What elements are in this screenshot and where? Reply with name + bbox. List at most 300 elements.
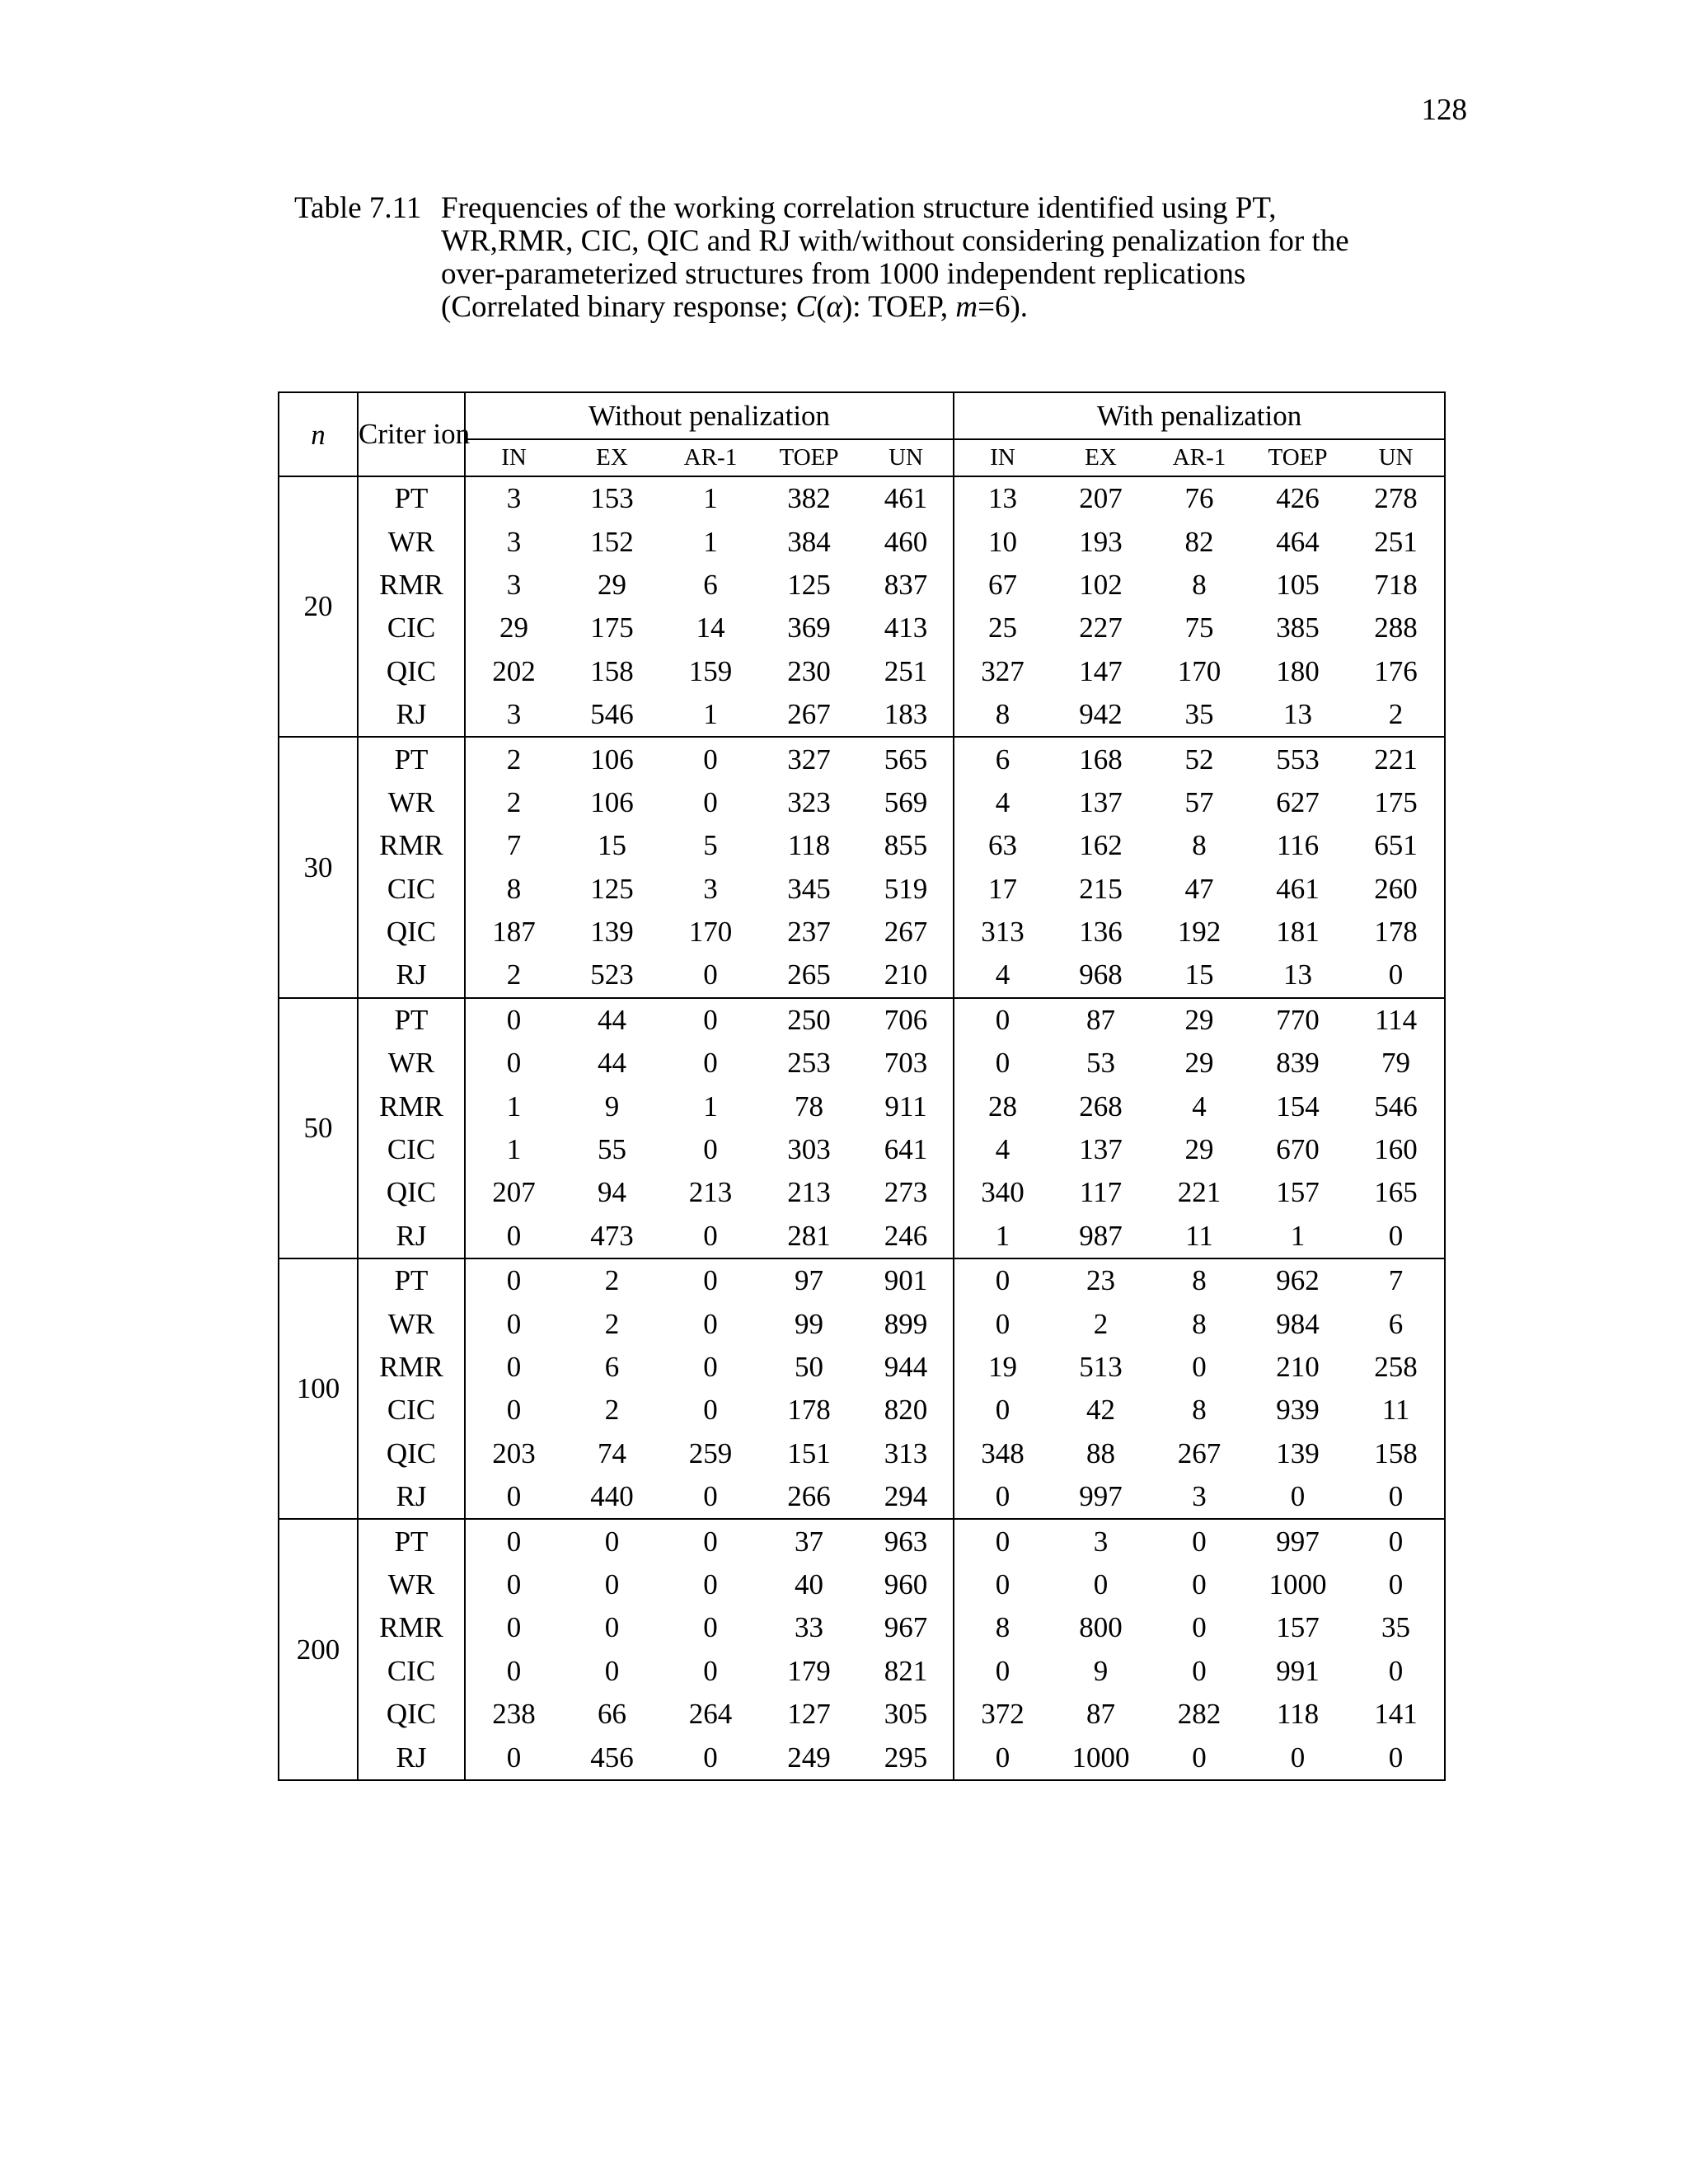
- value-cell-without-in: 0: [465, 1475, 562, 1519]
- value-cell-with-in: 4: [995, 1133, 1010, 1166]
- value-cell-with-ex: 968: [1051, 954, 1151, 997]
- value-cell-with-un: 11: [1348, 1389, 1445, 1432]
- criterion-cell: PT: [358, 476, 465, 520]
- value-cell-without-ar-1: 0: [662, 1215, 759, 1258]
- value-cell-without-toep: 99: [795, 1307, 823, 1340]
- value-cell-with-toep: 116: [1276, 829, 1320, 862]
- value-cell-with-in: 0: [954, 1736, 1051, 1779]
- value-cell-without-ex: 55: [598, 1133, 626, 1166]
- table-body: [279, 476, 1445, 1780]
- table-row: [279, 1346, 1445, 1389]
- criterion-cell: RMR: [358, 1085, 465, 1127]
- value-cell-with-ar-1: 221: [1177, 1176, 1221, 1209]
- value-cell-without-in: 202: [492, 654, 536, 687]
- value-cell-without-in: 187: [492, 916, 536, 949]
- criterion-cell: QIC: [358, 1171, 465, 1214]
- value-cell-without-in: 3: [506, 482, 522, 515]
- value-cell-with-ex: 88: [1086, 1436, 1116, 1469]
- value-cell-without-toep: 369: [787, 612, 831, 644]
- value-cell-without-un: 899: [859, 1302, 954, 1345]
- value-cell-without-ar-1: 0: [703, 1133, 718, 1166]
- value-cell-without-in: 7: [506, 829, 522, 862]
- value-cell-without-un: 313: [859, 1432, 954, 1475]
- value-cell-with-toep: 157: [1276, 1611, 1320, 1644]
- value-cell-without-un: 963: [859, 1519, 954, 1563]
- criterion-cell: CIC: [358, 1128, 465, 1171]
- results-table: [278, 391, 1446, 1781]
- value-cell-without-ex: 15: [598, 829, 626, 862]
- value-cell-with-ar-1: 0: [1151, 1736, 1248, 1779]
- value-cell-without-toep: 281: [759, 1215, 859, 1258]
- table-row: [279, 737, 1445, 780]
- caption-symbol-m: m: [955, 290, 978, 324]
- value-cell-without-in: 8: [506, 872, 522, 905]
- value-cell-with-ex: 42: [1086, 1394, 1116, 1427]
- value-cell-with-in: 327: [981, 654, 1025, 687]
- value-cell-without-toep: 178: [787, 1394, 831, 1427]
- table-row: [279, 1389, 1445, 1432]
- caption-line-last: [441, 291, 1430, 324]
- value-cell-with-ar-1: 0: [1192, 1611, 1207, 1644]
- value-cell-with-ex: 162: [1079, 829, 1123, 862]
- value-cell-without-in: 238: [492, 1698, 536, 1731]
- header-toep: TOEP: [1248, 439, 1348, 476]
- page-number: 128: [1421, 93, 1467, 127]
- value-cell-without-ar-1: 0: [703, 1351, 718, 1383]
- criterion-cell: WR: [358, 1302, 465, 1345]
- value-cell-without-toep: 345: [787, 872, 831, 905]
- value-cell-with-in: 0: [995, 1264, 1010, 1297]
- value-cell-without-ex: 66: [598, 1698, 626, 1731]
- value-cell-without-ar-1: 1: [703, 482, 718, 515]
- header-criterion: Criter ion: [358, 392, 465, 476]
- value-cell-without-toep: 37: [795, 1525, 823, 1558]
- value-cell-without-toep: 237: [787, 916, 831, 949]
- header-ar1: AR-1: [662, 439, 759, 476]
- table-row: [279, 1563, 1445, 1606]
- table-row: [279, 650, 1445, 693]
- value-cell-without-ex: 473: [562, 1215, 662, 1258]
- value-cell-without-ex: 44: [598, 1003, 626, 1036]
- value-cell-with-toep: 553: [1276, 743, 1320, 776]
- value-cell-with-ar-1: 82: [1184, 525, 1214, 558]
- value-cell-without-ar-1: 0: [703, 743, 718, 776]
- value-cell-with-toep: 939: [1276, 1394, 1320, 1427]
- value-cell-with-ar-1: 29: [1184, 1133, 1214, 1166]
- value-cell-without-un: 960: [859, 1563, 954, 1606]
- value-cell-with-in: 67: [988, 568, 1018, 601]
- value-cell-without-ar-1: 6: [703, 568, 718, 601]
- value-cell-with-ex: 9: [1093, 1654, 1109, 1687]
- value-cell-with-in: 0: [995, 1047, 1010, 1080]
- value-cell-with-un: 221: [1348, 737, 1445, 780]
- value-cell-with-un: 6: [1348, 1302, 1445, 1345]
- table-row: [279, 1215, 1445, 1258]
- table-row: [279, 1693, 1445, 1736]
- value-cell-with-un: 165: [1348, 1171, 1445, 1214]
- header-ar1: AR-1: [1151, 439, 1248, 476]
- value-cell-without-toep: 265: [759, 954, 859, 997]
- value-cell-without-in: 0: [506, 1264, 522, 1297]
- value-cell-with-un: 158: [1348, 1432, 1445, 1475]
- value-cell-without-ar-1: 0: [703, 1264, 718, 1297]
- header-un: UN: [859, 439, 954, 476]
- value-cell-without-ex: 2: [604, 1264, 620, 1297]
- value-cell-without-in: 0: [506, 1351, 522, 1383]
- criterion-cell: CIC: [358, 1650, 465, 1693]
- value-cell-with-un: 160: [1348, 1128, 1445, 1171]
- value-cell-without-in: 207: [492, 1176, 536, 1209]
- value-cell-with-in: 0: [995, 1307, 1010, 1340]
- value-cell-without-ex: 29: [598, 568, 626, 601]
- value-cell-with-toep: 13: [1248, 954, 1348, 997]
- value-cell-without-ex: 0: [604, 1568, 620, 1601]
- value-cell-without-toep: 213: [787, 1176, 831, 1209]
- value-cell-without-un: 519: [859, 868, 954, 911]
- criterion-cell: RMR: [358, 564, 465, 607]
- value-cell-without-ar-1: 0: [703, 1307, 718, 1340]
- value-cell-with-toep: 984: [1276, 1307, 1320, 1340]
- value-cell-without-ex: 175: [590, 612, 634, 644]
- value-cell-without-in: 0: [506, 1568, 522, 1601]
- value-cell-without-toep: 382: [787, 482, 831, 515]
- value-cell-with-ex: 23: [1086, 1264, 1116, 1297]
- header-ex: EX: [562, 439, 662, 476]
- value-cell-without-ex: 94: [598, 1176, 626, 1209]
- value-cell-with-un: 258: [1348, 1346, 1445, 1389]
- criterion-cell: QIC: [358, 911, 465, 954]
- value-cell-with-toep: 181: [1276, 916, 1320, 949]
- value-cell-with-ar-1: 267: [1177, 1436, 1221, 1469]
- value-cell-with-un: 79: [1348, 1042, 1445, 1085]
- value-cell-without-in: 0: [506, 1003, 522, 1036]
- value-cell-with-un: 0: [1348, 1215, 1445, 1258]
- caption-symbol-c: C: [795, 290, 817, 324]
- caption-label: Table 7.11: [294, 191, 422, 225]
- value-cell-without-toep: 327: [787, 743, 831, 776]
- sample-size-cell: 50: [279, 998, 358, 1258]
- value-cell-with-un: 288: [1348, 607, 1445, 649]
- value-cell-with-toep: 210: [1276, 1351, 1320, 1383]
- value-cell-without-ar-1: 0: [703, 1568, 718, 1601]
- value-cell-without-ex: 2: [604, 1394, 620, 1427]
- value-cell-with-ar-1: 35: [1151, 693, 1248, 737]
- value-cell-with-ex: 942: [1051, 693, 1151, 737]
- caption-fragment: =6).: [978, 290, 1029, 324]
- value-cell-without-in: 3: [465, 693, 562, 737]
- value-cell-with-ar-1: 0: [1192, 1351, 1207, 1383]
- value-cell-without-un: 820: [859, 1389, 954, 1432]
- sample-size-cell: 20: [279, 476, 358, 737]
- value-cell-with-ex: 193: [1079, 525, 1123, 558]
- value-cell-with-ex: 1000: [1051, 1736, 1151, 1779]
- value-cell-with-un: 278: [1348, 476, 1445, 520]
- value-cell-without-un: 837: [859, 564, 954, 607]
- value-cell-with-toep: 1: [1248, 1215, 1348, 1258]
- value-cell-with-ex: 136: [1079, 916, 1123, 949]
- value-cell-without-in: 0: [506, 1307, 522, 1340]
- value-cell-without-toep: 78: [795, 1090, 823, 1122]
- value-cell-without-ar-1: 170: [688, 916, 733, 949]
- value-cell-without-ex: 0: [604, 1654, 620, 1687]
- value-cell-without-ar-1: 0: [703, 1394, 718, 1427]
- value-cell-without-ar-1: 264: [688, 1698, 733, 1731]
- criterion-cell: CIC: [358, 868, 465, 911]
- value-cell-with-in: 17: [988, 872, 1018, 905]
- value-cell-with-ar-1: 0: [1192, 1525, 1207, 1558]
- value-cell-without-un: 267: [859, 911, 954, 954]
- caption-symbol-alpha: α: [826, 290, 842, 324]
- value-cell-with-in: 340: [981, 1176, 1025, 1209]
- value-cell-with-ex: 137: [1079, 1133, 1123, 1166]
- criterion-cell: QIC: [358, 1432, 465, 1475]
- value-cell-without-in: 3: [506, 525, 522, 558]
- value-cell-with-un: 0: [1348, 1650, 1445, 1693]
- value-cell-without-in: 0: [506, 1654, 522, 1687]
- value-cell-without-ar-1: 213: [688, 1176, 733, 1209]
- value-cell-with-toep: 13: [1248, 693, 1348, 737]
- value-cell-without-un: 295: [859, 1736, 954, 1779]
- value-cell-without-in: 0: [465, 1215, 562, 1258]
- caption-fragment: (Correlated binary response;: [441, 290, 796, 324]
- table-row: [279, 693, 1445, 737]
- value-cell-without-ar-1: 0: [703, 1047, 718, 1080]
- header-ex: EX: [1051, 439, 1151, 476]
- value-cell-without-ex: 74: [598, 1436, 626, 1469]
- value-cell-without-un: 251: [859, 650, 954, 693]
- table-row: [279, 954, 1445, 997]
- value-cell-without-un: 294: [859, 1475, 954, 1519]
- value-cell-without-ex: 125: [590, 872, 634, 905]
- value-cell-with-un: 35: [1348, 1606, 1445, 1649]
- value-cell-with-ar-1: 282: [1177, 1698, 1221, 1731]
- value-cell-without-un: 901: [859, 1258, 954, 1302]
- criterion-cell: CIC: [358, 1389, 465, 1432]
- table-row: [279, 1258, 1445, 1302]
- value-cell-without-un: 273: [859, 1171, 954, 1214]
- value-cell-with-in: 28: [988, 1090, 1018, 1122]
- value-cell-without-ex: 523: [562, 954, 662, 997]
- value-cell-without-toep: 253: [787, 1047, 831, 1080]
- value-cell-with-ex: 53: [1086, 1047, 1116, 1080]
- value-cell-without-un: 911: [859, 1085, 954, 1127]
- table-row: [279, 998, 1445, 1042]
- value-cell-with-in: 13: [988, 482, 1018, 515]
- value-cell-with-ar-1: 8: [1192, 1307, 1207, 1340]
- value-cell-with-toep: 997: [1276, 1525, 1320, 1558]
- value-cell-with-un: 178: [1348, 911, 1445, 954]
- value-cell-without-ar-1: 159: [688, 654, 733, 687]
- value-cell-with-ar-1: 8: [1192, 1264, 1207, 1297]
- value-cell-with-ar-1: 3: [1151, 1475, 1248, 1519]
- value-cell-with-in: 4: [954, 954, 1051, 997]
- value-cell-with-ar-1: 4: [1192, 1090, 1207, 1122]
- value-cell-with-in: 313: [981, 916, 1025, 949]
- value-cell-with-toep: 385: [1276, 612, 1320, 644]
- caption-line: Frequencies of the working correlation structure identified using PT,: [441, 191, 1277, 225]
- criterion-cell: PT: [358, 1258, 465, 1302]
- value-cell-without-ar-1: 0: [662, 1475, 759, 1519]
- value-cell-without-toep: 266: [759, 1475, 859, 1519]
- value-cell-without-un: 305: [859, 1693, 954, 1736]
- value-cell-without-ex: 44: [598, 1047, 626, 1080]
- value-cell-without-ex: 152: [590, 525, 634, 558]
- criterion-cell: WR: [358, 1042, 465, 1085]
- value-cell-with-toep: 461: [1276, 872, 1320, 905]
- value-cell-with-toep: 426: [1276, 482, 1320, 515]
- header-in: IN: [465, 439, 562, 476]
- value-cell-without-un: 967: [859, 1606, 954, 1649]
- value-cell-with-ex: 3: [1093, 1525, 1109, 1558]
- value-cell-without-ex: 6: [604, 1351, 620, 1383]
- value-cell-with-toep: 139: [1276, 1436, 1320, 1469]
- value-cell-with-in: 4: [995, 785, 1010, 818]
- criterion-cell: PT: [358, 737, 465, 780]
- value-cell-with-in: 19: [988, 1351, 1018, 1383]
- value-cell-without-toep: 33: [795, 1611, 823, 1644]
- value-cell-with-ex: 168: [1079, 743, 1123, 776]
- value-cell-with-ar-1: 11: [1151, 1215, 1248, 1258]
- value-cell-without-ar-1: 5: [703, 829, 718, 862]
- value-cell-without-in: 0: [506, 1394, 522, 1427]
- value-cell-without-toep: 40: [795, 1568, 823, 1601]
- value-cell-without-ex: 0: [604, 1525, 620, 1558]
- value-cell-with-un: 176: [1348, 650, 1445, 693]
- value-cell-with-ar-1: 8: [1192, 1394, 1207, 1427]
- sample-size-cell: 100: [279, 1258, 358, 1519]
- value-cell-with-ex: 987: [1051, 1215, 1151, 1258]
- criterion-cell: PT: [358, 998, 465, 1042]
- value-cell-with-ex: 147: [1079, 654, 1123, 687]
- value-cell-without-ar-1: 0: [703, 1525, 718, 1558]
- criterion-cell: QIC: [358, 650, 465, 693]
- caption-fragment: ): TOEP,: [842, 290, 956, 324]
- caption-line: over-parameterized structures from 1000 independent replications: [441, 257, 1246, 291]
- value-cell-with-ar-1: 0: [1192, 1568, 1207, 1601]
- value-cell-with-toep: 180: [1276, 654, 1320, 687]
- value-cell-without-toep: 97: [795, 1264, 823, 1297]
- value-cell-with-ar-1: 29: [1184, 1003, 1214, 1036]
- criterion-cell: RJ: [358, 1475, 465, 1519]
- table-row: [279, 476, 1445, 520]
- value-cell-without-in: 1: [506, 1133, 522, 1166]
- table-row: [279, 1475, 1445, 1519]
- sample-size-cell: 200: [279, 1519, 358, 1779]
- table-row: [279, 520, 1445, 563]
- criterion-cell: RMR: [358, 1346, 465, 1389]
- value-cell-with-ar-1: 57: [1184, 785, 1214, 818]
- value-cell-with-un: 0: [1348, 1736, 1445, 1779]
- value-cell-without-in: 0: [506, 1525, 522, 1558]
- value-cell-without-in: 2: [506, 785, 522, 818]
- value-cell-with-ar-1: 192: [1177, 916, 1221, 949]
- value-cell-without-un: 461: [859, 476, 954, 520]
- value-cell-with-toep: 991: [1276, 1654, 1320, 1687]
- value-cell-without-in: 203: [492, 1436, 536, 1469]
- value-cell-with-ex: 102: [1079, 568, 1123, 601]
- criterion-cell: WR: [358, 520, 465, 563]
- table-row: [279, 911, 1445, 954]
- value-cell-without-toep: 151: [787, 1436, 831, 1469]
- value-cell-without-toep: 50: [795, 1351, 823, 1383]
- value-cell-without-un: 413: [859, 607, 954, 649]
- value-cell-with-in: 0: [995, 1525, 1010, 1558]
- value-cell-with-ex: 137: [1079, 785, 1123, 818]
- value-cell-without-in: 0: [506, 1047, 522, 1080]
- value-cell-with-toep: 118: [1276, 1698, 1320, 1731]
- criterion-cell: WR: [358, 781, 465, 824]
- value-cell-without-toep: 267: [759, 693, 859, 737]
- value-cell-without-ex: 0: [604, 1611, 620, 1644]
- value-cell-without-un: 641: [859, 1128, 954, 1171]
- value-cell-without-ex: 139: [590, 916, 634, 949]
- value-cell-with-toep: 670: [1276, 1133, 1320, 1166]
- value-cell-without-ex: 440: [562, 1475, 662, 1519]
- value-cell-without-ar-1: 0: [703, 1611, 718, 1644]
- value-cell-with-ex: 513: [1079, 1351, 1123, 1383]
- criterion-cell: RJ: [358, 693, 465, 737]
- table-row: [279, 868, 1445, 911]
- value-cell-with-in: 10: [988, 525, 1018, 558]
- value-cell-with-un: 718: [1348, 564, 1445, 607]
- value-cell-with-toep: 157: [1276, 1176, 1320, 1209]
- value-cell-with-toep: 962: [1276, 1264, 1320, 1297]
- value-cell-with-ex: 0: [1093, 1568, 1109, 1601]
- value-cell-with-ar-1: 75: [1184, 612, 1214, 644]
- value-cell-with-in: 348: [981, 1436, 1025, 1469]
- value-cell-with-ar-1: 47: [1184, 872, 1214, 905]
- value-cell-with-un: 0: [1348, 954, 1445, 997]
- value-cell-with-un: 251: [1348, 520, 1445, 563]
- value-cell-without-in: 0: [465, 1736, 562, 1779]
- value-cell-with-un: 0: [1348, 1519, 1445, 1563]
- value-cell-without-un: 565: [859, 737, 954, 780]
- value-cell-with-toep: 0: [1248, 1475, 1348, 1519]
- value-cell-without-toep: 230: [787, 654, 831, 687]
- value-cell-without-un: 183: [859, 693, 954, 737]
- value-cell-with-in: 63: [988, 829, 1018, 862]
- value-cell-with-un: 175: [1348, 781, 1445, 824]
- caption-fragment: (: [816, 290, 827, 324]
- value-cell-with-un: 651: [1348, 824, 1445, 867]
- value-cell-without-in: 2: [506, 743, 522, 776]
- value-cell-with-un: 141: [1348, 1693, 1445, 1736]
- value-cell-without-ar-1: 0: [703, 1654, 718, 1687]
- criterion-cell: QIC: [358, 1693, 465, 1736]
- value-cell-without-toep: 384: [787, 525, 831, 558]
- value-cell-without-in: 3: [506, 568, 522, 601]
- value-cell-with-ex: 117: [1079, 1176, 1123, 1209]
- value-cell-without-in: 0: [506, 1611, 522, 1644]
- criterion-cell: PT: [358, 1519, 465, 1563]
- value-cell-with-toep: 0: [1248, 1736, 1348, 1779]
- criterion-cell: RMR: [358, 824, 465, 867]
- value-cell-without-toep: 179: [787, 1654, 831, 1687]
- table-row: [279, 781, 1445, 824]
- value-cell-without-un: 460: [859, 520, 954, 563]
- value-cell-without-un: 855: [859, 824, 954, 867]
- table-row: [279, 1042, 1445, 1085]
- value-cell-without-toep: 323: [787, 785, 831, 818]
- value-cell-without-un: 703: [859, 1042, 954, 1085]
- value-cell-without-ar-1: 1: [703, 525, 718, 558]
- value-cell-without-un: 821: [859, 1650, 954, 1693]
- value-cell-without-ex: 456: [562, 1736, 662, 1779]
- table-row: [279, 1606, 1445, 1649]
- value-cell-with-ar-1: 170: [1177, 654, 1221, 687]
- table-row: [279, 824, 1445, 867]
- value-cell-without-ar-1: 0: [662, 954, 759, 997]
